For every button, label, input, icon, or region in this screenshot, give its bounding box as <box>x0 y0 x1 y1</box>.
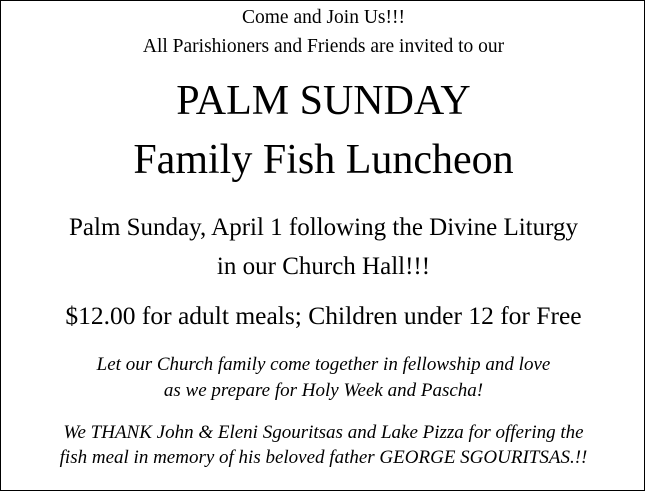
event-title-line-1: PALM SUNDAY <box>176 78 471 124</box>
thanks-line-2: fish meal in memory of his beloved father GEORGE SGOURITSAS.!! <box>59 447 588 468</box>
thanks-line-1: We THANK John & Eleni Sgouritsas and Lake Pizza for offering the <box>63 422 584 443</box>
event-title-line-2: Family Fish Luncheon <box>133 137 514 183</box>
fellowship-line-2: as we prepare for Holy Week and Pascha! <box>163 380 484 401</box>
price-line: $12.00 for adult meals; Children under 12 for Free <box>65 301 582 330</box>
intro-line-1: Come and Join Us!!! <box>241 7 406 28</box>
fellowship-line-1: Let our Church family come together in fellowship and love <box>96 354 551 375</box>
intro-line-2: All Parishioners and Friends are invited to our <box>142 36 505 57</box>
event-location-line: in our Church Hall!!! <box>216 253 431 280</box>
event-date-line-1: Palm Sunday, April 1 following the Divine Liturgy <box>69 214 578 241</box>
